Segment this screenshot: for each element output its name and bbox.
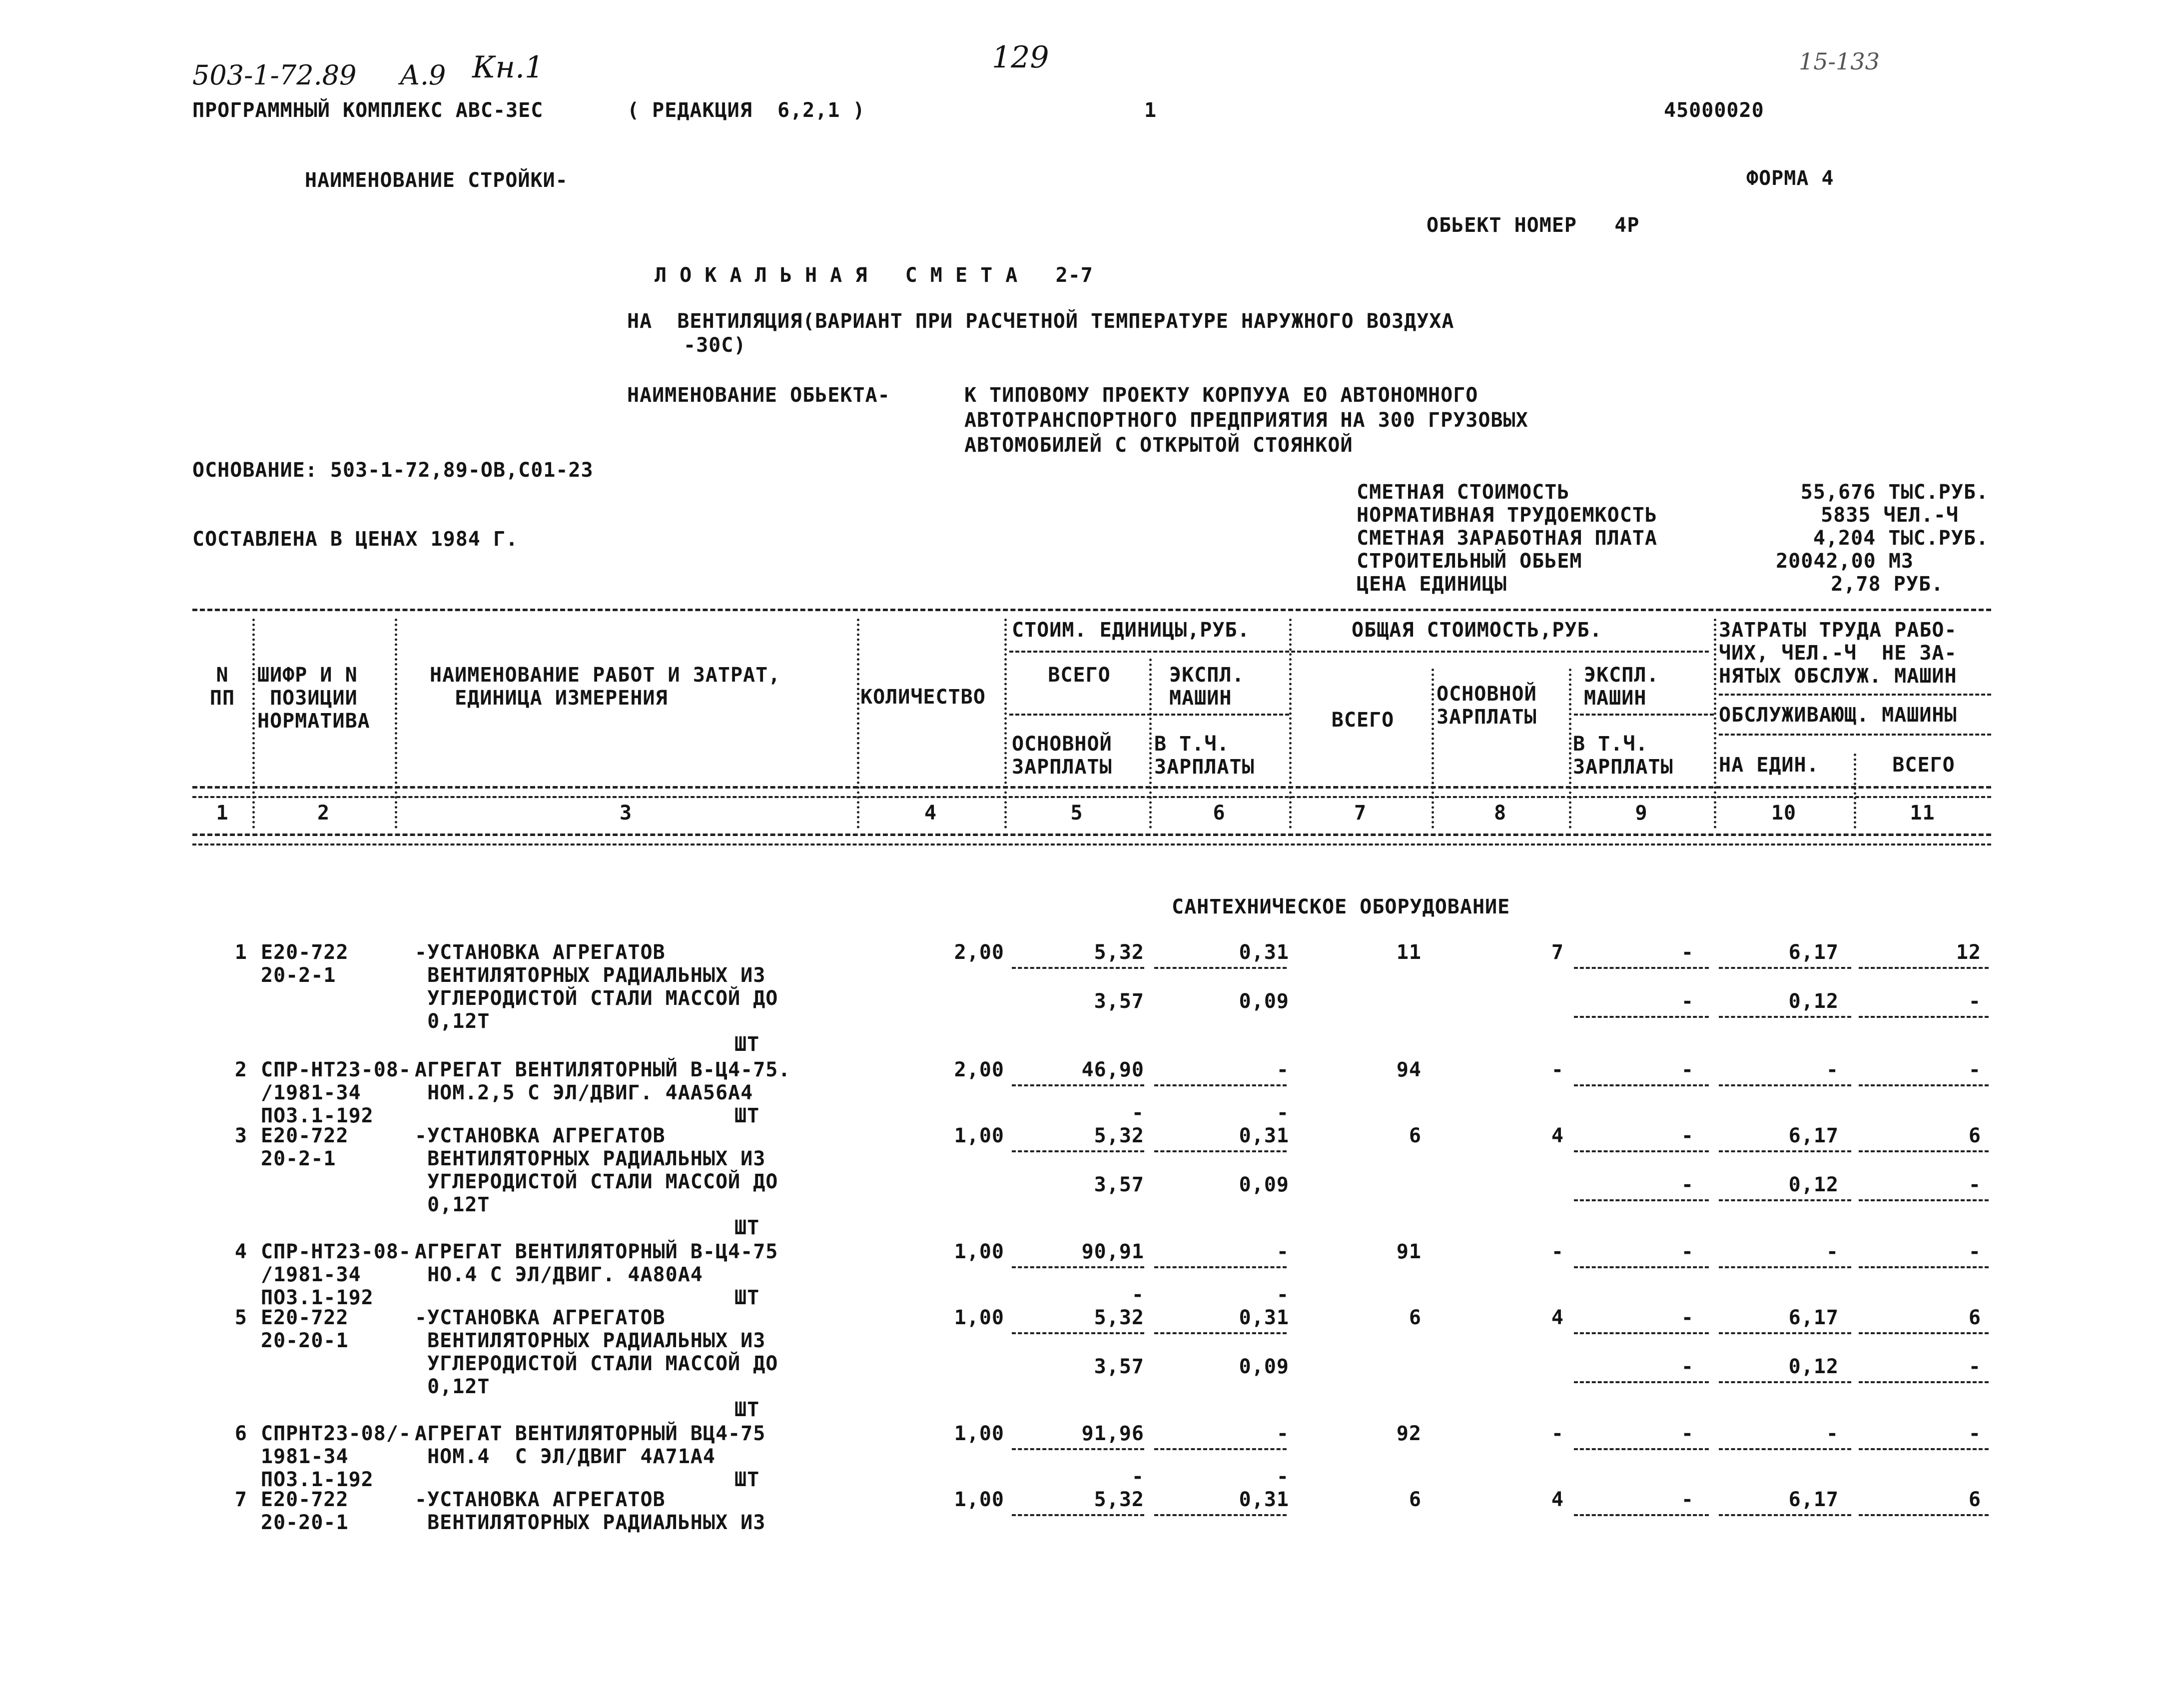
- column-number: 4: [924, 802, 937, 825]
- cell-qty: 1,00: [954, 1306, 1004, 1329]
- row-unit: ШТ: [734, 1398, 760, 1421]
- divider: [192, 609, 1991, 611]
- cell-c11: -: [1968, 1058, 1981, 1081]
- row-code: СПРНТ23-08/- 1981-34 ПОЗ.1-192: [261, 1422, 411, 1491]
- subject-line-1: НА ВЕНТИЛЯЦИЯ(ВАРИАНТ ПРИ РАСЧЕТНОЙ ТЕМПЕРАТУРЕ НАРУЖНОГО ВОЗДУХА: [627, 310, 1455, 333]
- row-number: 5: [234, 1306, 247, 1329]
- column-number: 7: [1354, 802, 1367, 825]
- cell-c10: -: [1826, 1422, 1839, 1445]
- row-number: 3: [234, 1124, 247, 1147]
- unit-incl-header: В Т.Ч. ЗАРПЛАТЫ: [1154, 733, 1255, 779]
- total-machines-header: ЭКСПЛ. МАШИН: [1584, 664, 1659, 710]
- cell-c8: 4: [1551, 1124, 1564, 1147]
- cell-c5: 5,32: [1094, 941, 1144, 964]
- value-underline: [1859, 1448, 1989, 1450]
- cell-c8: 4: [1551, 1488, 1564, 1511]
- row-code: Е20-722 20-20-1: [261, 1488, 349, 1534]
- value-underline: [1154, 1266, 1287, 1268]
- column-number: 1: [216, 802, 229, 825]
- value-underline: [1574, 1016, 1709, 1018]
- cell-c5: 46,90: [1081, 1058, 1144, 1081]
- value-underline: [1719, 1199, 1851, 1201]
- col-quantity-header: КОЛИЧЕСТВО: [860, 686, 986, 709]
- labor-all-header: ВСЕГО: [1892, 754, 1955, 777]
- estimate-title: Л О К А Л Ь Н А Я С М Е Т А 2-7: [655, 264, 1093, 287]
- cell-c8: -: [1551, 1422, 1564, 1445]
- summary-value: 5835 ЧЕЛ.-Ч: [1821, 504, 1959, 527]
- cell-c8: -: [1551, 1240, 1564, 1263]
- row-description: АГРЕГАТ ВЕНТИЛЯТОРНЫЙ ВЦ4-75 НОМ.4 С ЭЛ/ДВИГ 4А71А4: [415, 1422, 766, 1468]
- divider: [1719, 734, 1991, 736]
- album-mark: А.9: [400, 59, 446, 91]
- summary-label: СМЕТНАЯ СТОИМОСТЬ: [1357, 481, 1570, 504]
- value-underline: [1719, 1448, 1851, 1450]
- cell-c6b: 0,09: [1239, 1355, 1289, 1378]
- row-number: 1: [234, 941, 247, 964]
- page-number: 129: [992, 40, 1049, 75]
- value-underline: [1012, 1332, 1144, 1334]
- col-code-header: ШИФР И N ПОЗИЦИИ НОРМАТИВА: [257, 664, 370, 733]
- cell-c11b: -: [1968, 990, 1981, 1013]
- cell-c7: 94: [1396, 1058, 1422, 1081]
- edition: ( РЕДАКЦИЯ 6,2,1 ): [627, 99, 865, 122]
- value-underline: [1574, 1332, 1709, 1334]
- labor-header: ЗАТРАТЫ ТРУДА РАБО- ЧИХ, ЧЕЛ.-Ч НЕ ЗА- НЯТЫХ ОБСЛУЖ. МАШИН: [1719, 619, 1957, 688]
- column-separator: [1714, 619, 1716, 829]
- value-underline: [1859, 1332, 1989, 1334]
- cell-c7: 6: [1409, 1488, 1422, 1511]
- row-description: -УСТАНОВКА АГРЕГАТОВ ВЕНТИЛЯТОРНЫХ РАДИАЛЬНЫХ ИЗ: [415, 1488, 766, 1534]
- cell-c6: 0,31: [1239, 941, 1289, 964]
- value-underline: [1859, 1266, 1989, 1268]
- cell-c11: 6: [1968, 1306, 1981, 1329]
- cell-c10b: 0,12: [1788, 1173, 1839, 1196]
- cell-c6: -: [1276, 1058, 1289, 1081]
- cell-c7: 11: [1396, 941, 1422, 964]
- construction-label: НАИМЕНОВАНИЕ СТРОЙКИ-: [305, 169, 568, 192]
- cell-c10: 6,17: [1788, 1124, 1839, 1147]
- summary-label: СТРОИТЕЛЬНЫЙ ОБЬЕМ: [1357, 550, 1582, 573]
- row-description: -УСТАНОВКА АГРЕГАТОВ ВЕНТИЛЯТОРНЫХ РАДИАЛЬНЫХ ИЗ УГЛЕРОДИСТОЙ СТАЛИ МАССОЙ ДО 0,12Т: [415, 941, 778, 1033]
- value-underline: [1154, 1514, 1287, 1516]
- summary-value: 2,78 РУБ.: [1831, 573, 1944, 596]
- object-line-1: К ТИПОВОМУ ПРОЕКТУ КОРПУУА ЕО АВТОНОМНОГО: [964, 384, 1478, 407]
- cell-c5: 91,96: [1081, 1422, 1144, 1445]
- summary-value: 55,676 ТЫС.РУБ.: [1800, 481, 1989, 504]
- cell-c8: 7: [1551, 941, 1564, 964]
- value-underline: [1719, 1084, 1851, 1086]
- column-number: 10: [1771, 802, 1797, 825]
- cell-c9: -: [1681, 1306, 1694, 1329]
- value-underline: [1574, 1381, 1709, 1383]
- cell-c5b: 3,57: [1094, 990, 1144, 1013]
- total-all-header: ВСЕГО: [1331, 709, 1395, 732]
- value-underline: [1719, 1514, 1851, 1516]
- value-underline: [1719, 1381, 1851, 1383]
- divider: [192, 834, 1991, 836]
- cell-c9: -: [1681, 941, 1694, 964]
- cell-c5: 90,91: [1081, 1240, 1144, 1263]
- row-code: Е20-722 20-20-1: [261, 1306, 349, 1352]
- cell-qty: 2,00: [954, 941, 1004, 964]
- total-incl-header: В Т.Ч. ЗАРПЛАТЫ: [1573, 733, 1673, 779]
- cell-c11: -: [1968, 1422, 1981, 1445]
- labor-serviced-header: ОБСЛУЖИВАЮЩ. МАШИНЫ: [1719, 704, 1957, 727]
- value-underline: [1719, 967, 1851, 969]
- cell-c10: 6,17: [1788, 1488, 1839, 1511]
- column-number: 11: [1910, 802, 1935, 825]
- cell-c10: 6,17: [1788, 941, 1839, 964]
- summary-label: ЦЕНА ЕДИНИЦЫ: [1357, 573, 1507, 596]
- cell-c5: 5,32: [1094, 1488, 1144, 1511]
- summary-label: СМЕТНАЯ ЗАРАБОТНАЯ ПЛАТА: [1357, 527, 1657, 550]
- column-separator: [395, 619, 397, 829]
- row-unit: ШТ: [734, 1033, 760, 1056]
- cell-qty: 1,00: [954, 1488, 1004, 1511]
- cell-c11: -: [1968, 1240, 1981, 1263]
- value-underline: [1719, 1016, 1851, 1018]
- cell-c11: 6: [1968, 1488, 1981, 1511]
- value-underline: [1574, 1514, 1709, 1516]
- summary-value: 4,204 ТЫС.РУБ.: [1813, 527, 1989, 550]
- cell-c9b: -: [1681, 990, 1694, 1013]
- cell-c6b: 0,09: [1239, 1173, 1289, 1196]
- divider: [1574, 714, 1714, 716]
- column-number: 3: [619, 802, 633, 825]
- cell-c6b: 0,09: [1239, 990, 1289, 1013]
- divider: [1009, 714, 1289, 716]
- value-underline: [1574, 1150, 1709, 1152]
- program-name: ПРОГРАММНЫЙ КОМПЛЕКС АВС-3ЕС: [192, 99, 544, 122]
- value-underline: [1859, 967, 1989, 969]
- cell-c10: -: [1826, 1058, 1839, 1081]
- column-separator: [1289, 619, 1292, 829]
- cell-c6b: -: [1276, 1283, 1289, 1306]
- cell-c7: 92: [1396, 1422, 1422, 1445]
- form-label: ФОРМА 4: [1746, 167, 1834, 190]
- value-underline: [1012, 1150, 1144, 1152]
- column-separator: [857, 619, 859, 829]
- object-label: НАИМЕНОВАНИЕ ОБЬЕКТА-: [627, 384, 890, 407]
- column-number: 5: [1070, 802, 1083, 825]
- total-cost-header: ОБЩАЯ СТОИМОСТЬ,РУБ.: [1352, 619, 1602, 642]
- total-wage-header: ОСНОВНОЙ ЗАРПЛАТЫ: [1437, 683, 1537, 729]
- row-unit: ШТ: [734, 1216, 760, 1239]
- row-description: -УСТАНОВКА АГРЕГАТОВ ВЕНТИЛЯТОРНЫХ РАДИАЛЬНЫХ ИЗ УГЛЕРОДИСТОЙ СТАЛИ МАССОЙ ДО 0,12Т: [415, 1124, 778, 1216]
- object-line-3: АВТОМОБИЛЕЙ С ОТКРЫТОЙ СТОЯНКОЙ: [964, 434, 1353, 457]
- cell-c9b: -: [1681, 1173, 1694, 1196]
- cell-c5b: -: [1131, 1283, 1144, 1306]
- cell-c5b: 3,57: [1094, 1173, 1144, 1196]
- cell-c7: 6: [1409, 1124, 1422, 1147]
- cell-c9b: -: [1681, 1355, 1694, 1378]
- value-underline: [1574, 1266, 1709, 1268]
- value-underline: [1574, 1084, 1709, 1086]
- cell-c11: 6: [1968, 1124, 1981, 1147]
- cell-c11: 12: [1956, 941, 1981, 964]
- value-underline: [1859, 1514, 1989, 1516]
- value-underline: [1859, 1150, 1989, 1152]
- book-mark: Кн.1: [472, 50, 544, 85]
- value-underline: [1574, 1448, 1709, 1450]
- value-underline: [1012, 1514, 1144, 1516]
- col-number-header: N ПП: [209, 664, 235, 710]
- cell-c5b: -: [1131, 1101, 1144, 1124]
- column-separator: [1004, 619, 1007, 829]
- cell-c9: -: [1681, 1240, 1694, 1263]
- corner-mark: 15-133: [1799, 48, 1880, 75]
- row-code: СПР-НТ23-08- /1981-34 ПОЗ.1-192: [261, 1240, 411, 1309]
- value-underline: [1719, 1266, 1851, 1268]
- basis: ОСНОВАНИЕ: 503-1-72,89-ОВ,С01-23: [192, 459, 594, 482]
- value-underline: [1859, 1381, 1989, 1383]
- unit-total-header: ВСЕГО: [1048, 664, 1111, 687]
- row-number: 2: [234, 1058, 247, 1081]
- column-number: 2: [317, 802, 330, 825]
- value-underline: [1859, 1016, 1989, 1018]
- row-description: АГРЕГАТ ВЕНТИЛЯТОРНЫЙ В-Ц4-75 НО.4 С ЭЛ/ДВИГ. 4А80А4: [415, 1240, 778, 1286]
- value-underline: [1012, 967, 1144, 969]
- cell-c10: -: [1826, 1240, 1839, 1263]
- summary-value: 20042,00 М3: [1776, 550, 1914, 573]
- value-underline: [1719, 1150, 1851, 1152]
- cell-c6: 0,31: [1239, 1488, 1289, 1511]
- doc-code: 503-1-72.89: [192, 59, 357, 91]
- row-code: Е20-722 20-2-1: [261, 941, 349, 987]
- row-unit: ШТ: [734, 1286, 760, 1309]
- value-underline: [1154, 1448, 1287, 1450]
- cell-c8: 4: [1551, 1306, 1564, 1329]
- cell-c10b: 0,12: [1788, 990, 1839, 1013]
- cell-qty: 2,00: [954, 1058, 1004, 1081]
- cell-c9: -: [1681, 1058, 1694, 1081]
- row-unit: ШТ: [734, 1104, 760, 1127]
- divider: [1009, 651, 1709, 653]
- cell-c11b: -: [1968, 1173, 1981, 1196]
- cell-c6b: -: [1276, 1465, 1289, 1488]
- column-number: 6: [1213, 802, 1226, 825]
- row-code: Е20-722 20-2-1: [261, 1124, 349, 1170]
- summary-label: НОРМАТИВНАЯ ТРУДОЕМКОСТЬ: [1357, 504, 1657, 527]
- value-underline: [1154, 1332, 1287, 1334]
- value-underline: [1574, 1199, 1709, 1201]
- value-underline: [1154, 1084, 1287, 1086]
- sheet-number: 1: [1144, 99, 1157, 122]
- divider: [192, 786, 1991, 789]
- cell-c5: 5,32: [1094, 1306, 1144, 1329]
- col-name-header: НАИМЕНОВАНИЕ РАБОТ И ЗАТРАТ, ЕДИНИЦА ИЗМЕРЕНИЯ: [430, 664, 781, 710]
- row-number: 7: [234, 1488, 247, 1511]
- value-underline: [1574, 967, 1709, 969]
- cell-c6b: -: [1276, 1101, 1289, 1124]
- row-description: -УСТАНОВКА АГРЕГАТОВ ВЕНТИЛЯТОРНЫХ РАДИАЛЬНЫХ ИЗ УГЛЕРОДИСТОЙ СТАЛИ МАССОЙ ДО 0,12Т: [415, 1306, 778, 1398]
- labor-unit-header: НА ЕДИН.: [1719, 754, 1819, 777]
- cell-c6: -: [1276, 1422, 1289, 1445]
- row-description: АГРЕГАТ ВЕНТИЛЯТОРНЫЙ В-Ц4-75. НОМ.2,5 С ЭЛ/ДВИГ. 4АА56А4: [415, 1058, 791, 1104]
- cell-c6: 0,31: [1239, 1306, 1289, 1329]
- cell-qty: 1,00: [954, 1124, 1004, 1147]
- subject-line-2: -30С): [684, 334, 746, 357]
- cell-qty: 1,00: [954, 1422, 1004, 1445]
- divider: [1719, 694, 1991, 696]
- value-underline: [1012, 1448, 1144, 1450]
- cell-c5b: 3,57: [1094, 1355, 1144, 1378]
- value-underline: [1154, 967, 1287, 969]
- cell-c9: -: [1681, 1124, 1694, 1147]
- cell-c7: 6: [1409, 1306, 1422, 1329]
- cell-c10b: 0,12: [1788, 1355, 1839, 1378]
- cell-c11b: -: [1968, 1355, 1981, 1378]
- value-underline: [1154, 1150, 1287, 1152]
- value-underline: [1859, 1084, 1989, 1086]
- column-number: 9: [1635, 802, 1648, 825]
- cell-c9: -: [1681, 1422, 1694, 1445]
- row-unit: ШТ: [734, 1468, 760, 1491]
- unit-machines-header: ЭКСПЛ. МАШИН: [1169, 664, 1245, 710]
- object-line-2: АВТОТРАНСПОРТНОГО ПРЕДПРИЯТИЯ НА 300 ГРУЗОВЫХ: [964, 409, 1528, 432]
- document-code: 45000020: [1664, 99, 1764, 122]
- cell-c6: -: [1276, 1240, 1289, 1263]
- divider: [192, 843, 1991, 845]
- value-underline: [1012, 1266, 1144, 1268]
- row-code: СПР-НТ23-08- /1981-34 ПОЗ.1-192: [261, 1058, 411, 1127]
- object-number: ОБЬЕКТ НОМЕР 4Р: [1427, 214, 1640, 237]
- cell-qty: 1,00: [954, 1240, 1004, 1263]
- value-underline: [1012, 1084, 1144, 1086]
- section-title: САНТЕХНИЧЕСКОЕ ОБОРУДОВАНИЕ: [1172, 895, 1510, 918]
- cell-c5: 5,32: [1094, 1124, 1144, 1147]
- unit-wage-header: ОСНОВНОЙ ЗАРПЛАТЫ: [1012, 733, 1112, 779]
- divider: [192, 796, 1991, 798]
- cell-c8: -: [1551, 1058, 1564, 1081]
- unit-cost-header: СТОИМ. ЕДИНИЦЫ,РУБ.: [1012, 619, 1250, 642]
- prices-year: СОСТАВЛЕНА В ЦЕНАХ 1984 Г.: [192, 528, 519, 551]
- value-underline: [1719, 1332, 1851, 1334]
- cell-c9: -: [1681, 1488, 1694, 1511]
- cell-c6: 0,31: [1239, 1124, 1289, 1147]
- value-underline: [1859, 1199, 1989, 1201]
- row-number: 6: [234, 1422, 247, 1445]
- column-separator: [252, 619, 255, 829]
- cell-c7: 91: [1396, 1240, 1422, 1263]
- cell-c10: 6,17: [1788, 1306, 1839, 1329]
- row-number: 4: [234, 1240, 247, 1263]
- column-number: 8: [1493, 802, 1507, 825]
- cell-c5b: -: [1131, 1465, 1144, 1488]
